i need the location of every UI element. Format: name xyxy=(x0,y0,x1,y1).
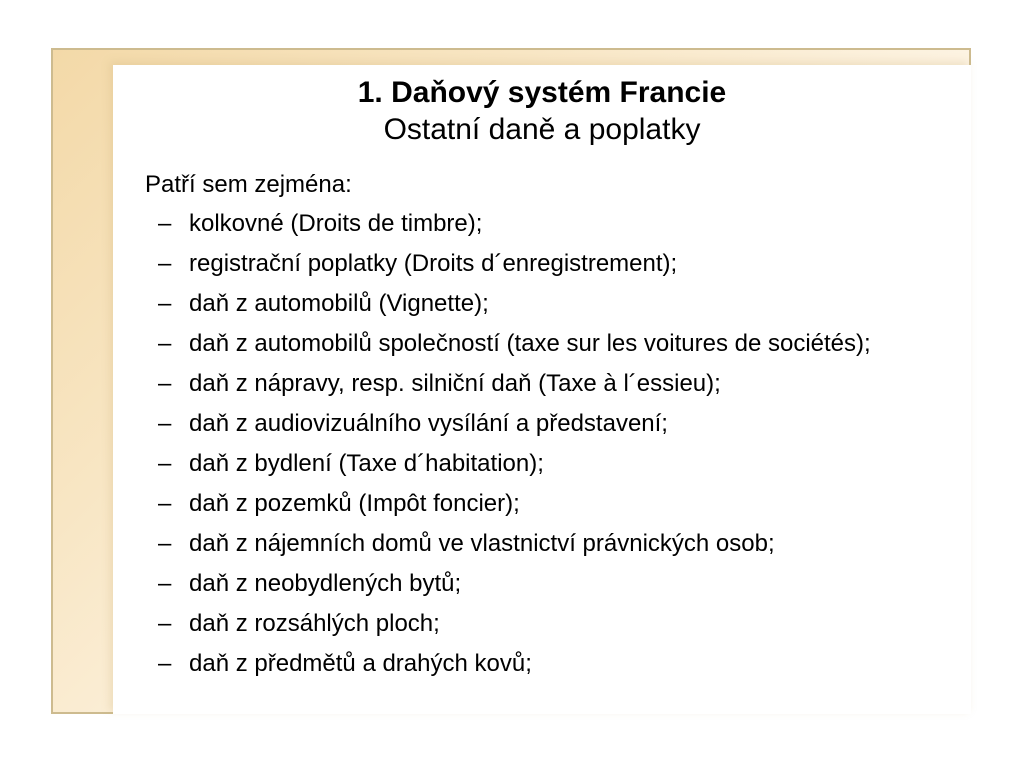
list-item-text: daň z automobilů společností (taxe sur les voitures de sociétés); xyxy=(189,330,871,357)
dash-bullet: – xyxy=(158,410,172,437)
list-item xyxy=(145,489,945,518)
list-item xyxy=(145,329,945,358)
dash-bullet: – xyxy=(158,370,172,397)
list-item-text: daň z neobydlených bytů; xyxy=(189,570,462,597)
list-item-text: daň z rozsáhlých ploch; xyxy=(189,610,440,637)
dash-bullet: – xyxy=(158,250,172,277)
slide-subtitle: Ostatní daně a poplatky xyxy=(383,113,701,146)
list-item xyxy=(145,529,945,558)
list-item xyxy=(145,209,945,238)
list-item xyxy=(145,249,945,278)
list-item xyxy=(145,289,945,318)
list-item xyxy=(145,369,945,398)
list-item xyxy=(145,609,945,638)
list-item-text: daň z pozemků (Impôt foncier); xyxy=(189,490,520,517)
list-item xyxy=(145,449,945,478)
tax-list xyxy=(145,209,945,678)
dash-bullet: – xyxy=(158,570,172,597)
list-item-text: daň z předmětů a drahých kovů; xyxy=(189,650,532,677)
title-block xyxy=(113,74,971,148)
list-item-text: daň z automobilů (Vignette); xyxy=(189,290,489,317)
dash-bullet: – xyxy=(158,450,172,477)
slide-title: 1. Daňový systém Francie xyxy=(357,76,727,109)
dash-bullet: – xyxy=(158,650,172,677)
dash-bullet: – xyxy=(158,330,172,357)
slide-body xyxy=(145,170,945,689)
list-item-text: daň z audiovizuálního vysílání a představení; xyxy=(189,410,668,437)
list-item xyxy=(145,409,945,438)
dash-bullet: – xyxy=(158,210,172,237)
list-item xyxy=(145,649,945,678)
dash-bullet: – xyxy=(158,490,172,517)
list-item-text: registrační poplatky (Droits d´enregistrement); xyxy=(189,250,678,277)
list-item-text: daň z nájemních domů ve vlastnictví právnických osob; xyxy=(189,530,775,557)
dash-bullet: – xyxy=(158,290,172,317)
dash-bullet: – xyxy=(158,530,172,557)
list-item-text: daň z nápravy, resp. silniční daň (Taxe à l´essieu); xyxy=(189,370,721,397)
list-item-text: daň z bydlení (Taxe d´habitation); xyxy=(189,450,544,477)
list-item-text: kolkovné (Droits de timbre); xyxy=(189,210,483,237)
dash-bullet: – xyxy=(158,610,172,637)
intro-text: Patří sem zejména: xyxy=(145,171,352,198)
list-item xyxy=(145,569,945,598)
